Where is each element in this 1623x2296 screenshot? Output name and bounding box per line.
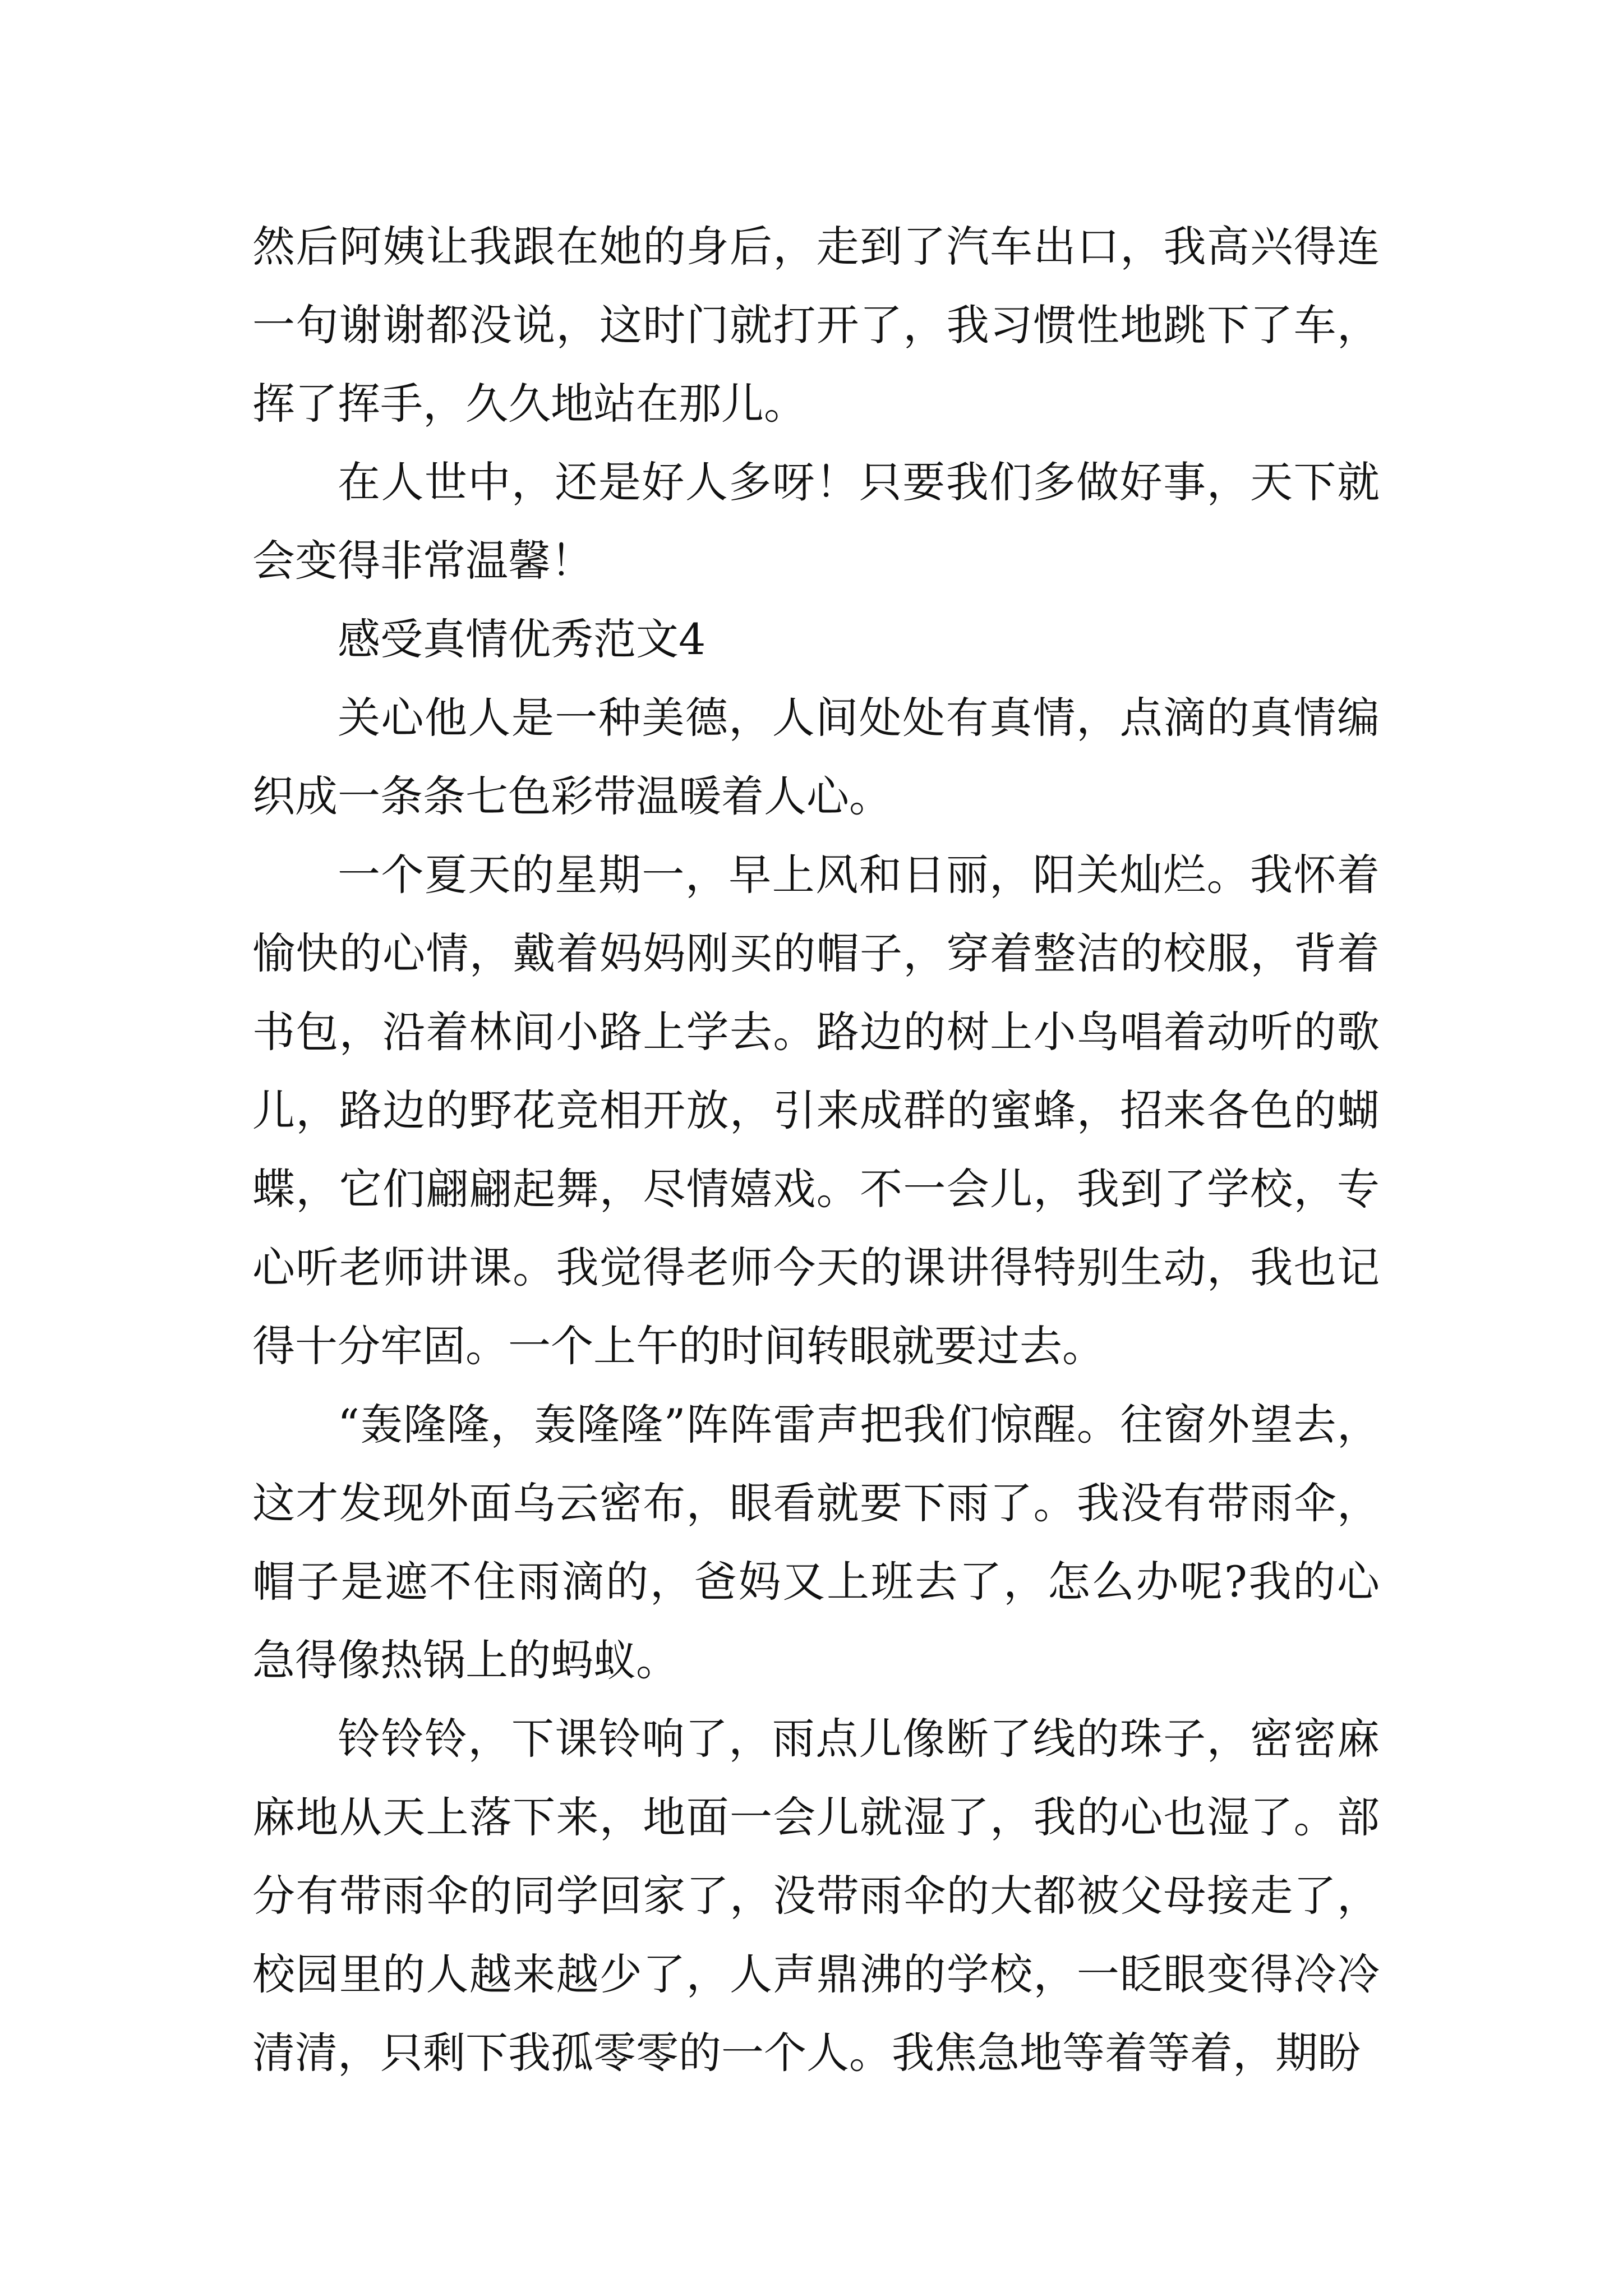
paragraph-rain: 铃铃铃，下课铃响了，雨点儿像断了线的珠子，密密麻麻地从天上落下来，地面一会儿就湿了，我的心也湿了。部分有带雨伞的同学回家了，没带雨伞的大都被父母接走了，校园里的人越来越少了，人声鼎沸的学校，一眨眼变得冷冷清清，只剩下我孤零零的一个人。我焦急地等着等着，期盼 — [252, 1714, 1380, 2078]
paragraph-intro: 关心他人是一种美德，人间处处有真情，点滴的真情编织成一条条七色彩带温暖着人心。 — [252, 693, 1380, 821]
paragraph-morning: 一个夏天的星期一，早上风和日丽，阳关灿烂。我怀着愉快的心情，戴着妈妈刚买的帽子，穿着整洁的校服，背着书包，沿着林间小路上学去。路边的树上小鸟唱着动听的歌儿，路边的野花竞相开放，引来成群的蜜蜂，招来各色的蝴蝶，它们翩翩起舞，尽情嬉戏。不一会儿，我到了学校，专心听老师讲课。我觉得老师今天的课讲得特别生动，我也记得十分牢固。一个上午的时间转眼就要过去。 — [252, 850, 1380, 1371]
document-body — [252, 208, 1380, 2092]
section-heading: 感受真情优秀范文4 — [338, 614, 706, 664]
paragraph-thunder: “轰隆隆，轰隆隆”阵阵雷声把我们惊醒。往窗外望去，这才发现外面乌云密布，眼看就要下雨了。我没有带雨伞，帽子是遮不住雨滴的，爸妈又上班去了，怎么办呢?我的心急得像热锅上的蚂蚁。 — [252, 1400, 1380, 1685]
paragraph-conclusion: 在人世中，还是好人多呀！只要我们多做好事，天下就会变得非常温馨！ — [252, 457, 1380, 586]
paragraph-continuation: 然后阿姨让我跟在她的身后，走到了汽车出口，我高兴得连一句谢谢都没说，这时门就打开了，我习惯性地跳下了车，挥了挥手，久久地站在那儿。 — [252, 222, 1380, 429]
